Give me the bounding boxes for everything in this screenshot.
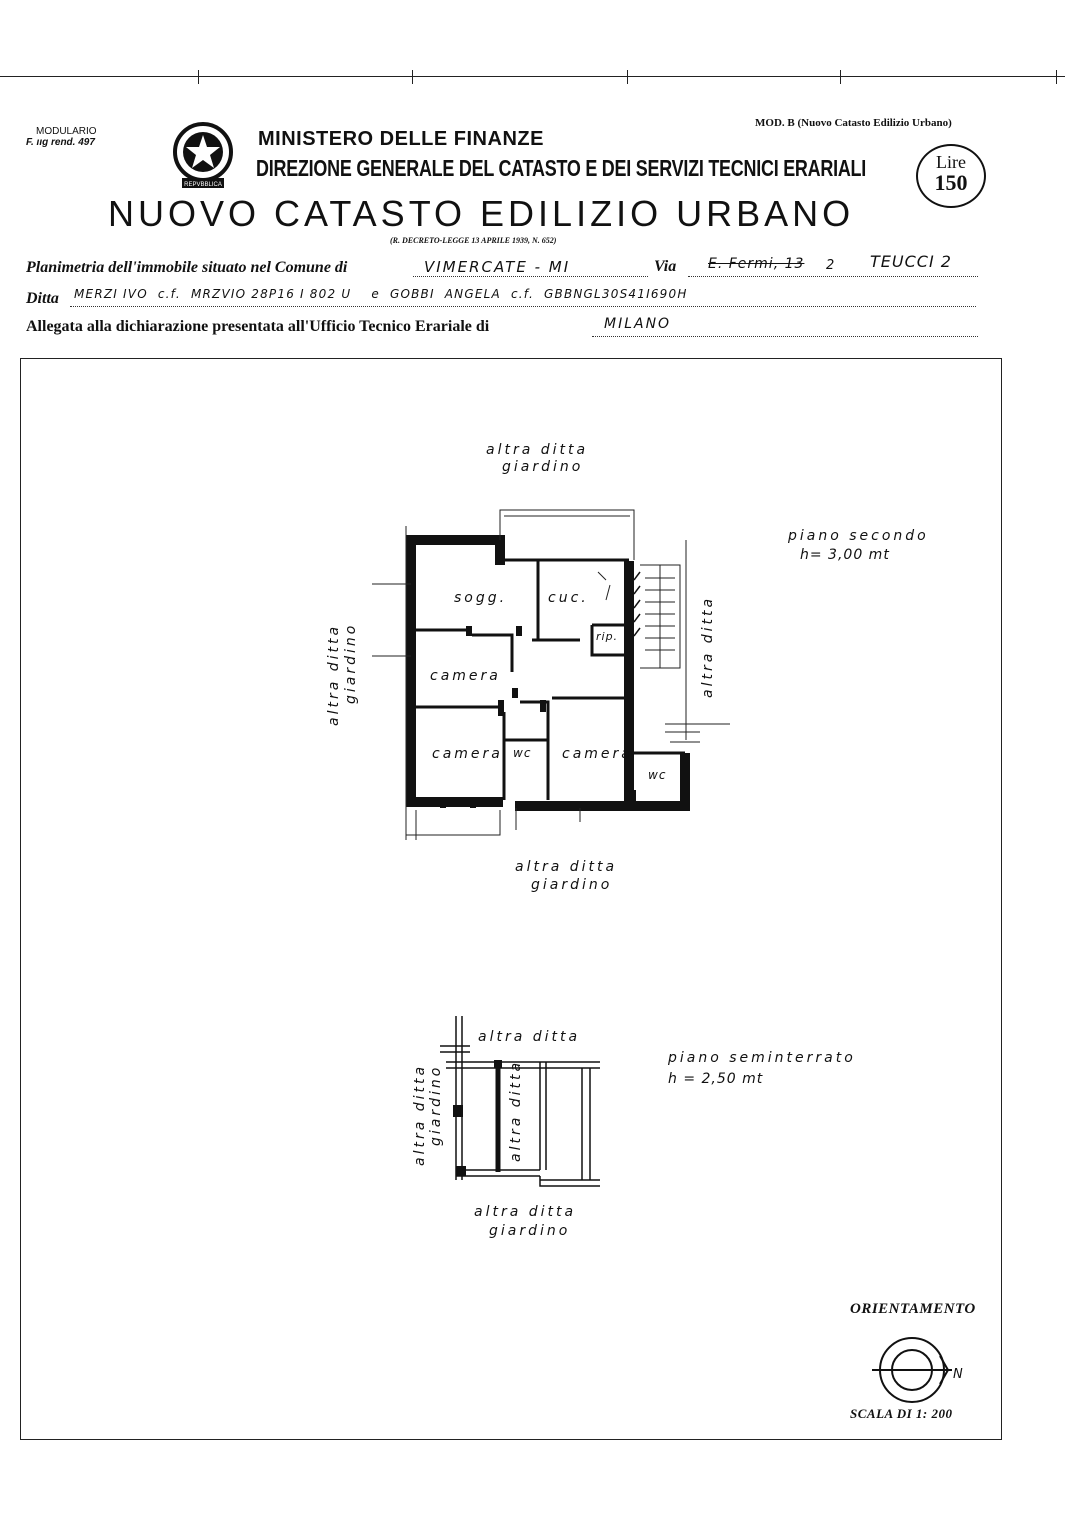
- via-label: Via: [654, 258, 677, 275]
- right-neighbor-label: altra ditta: [700, 595, 716, 698]
- modulario-label: MODULARIO: [36, 126, 97, 137]
- planimetria-label: Planimetria dell'immobile situato nel Comune di: [26, 259, 348, 276]
- basement-floor-height: h = 2,50 mt: [668, 1071, 764, 1087]
- svg-text:REPVBBLICA: REPVBBLICA: [184, 182, 222, 188]
- via-number: 2: [826, 258, 837, 273]
- stamp-label: Lire: [936, 152, 966, 172]
- bottom-neighbor-label: altra ditta: [515, 859, 618, 875]
- left-garden-label: giardino: [343, 622, 359, 704]
- left-neighbor-label: altra ditta: [326, 623, 342, 726]
- via-new-value: TEUCCI 2: [870, 252, 952, 271]
- bottom-garden-label: giardino: [531, 877, 613, 893]
- comune-value: VIMERCATE - MI: [424, 258, 571, 276]
- room-camera-1: camera: [430, 668, 501, 684]
- room-ripostiglio: rip.: [596, 630, 619, 643]
- top-garden-label: giardino: [502, 459, 584, 475]
- north-label: N: [953, 1367, 963, 1382]
- room-cucina: cuc.: [548, 590, 589, 606]
- allegata-label: Allegata alla dichiarazione presentata all'Ufficio Tecnico Erariale di: [26, 318, 490, 335]
- stamp-value: 150: [934, 170, 968, 195]
- basement-middle-neighbor-label: altra ditta: [508, 1059, 524, 1162]
- floor-height: h= 3,00 mt: [800, 547, 890, 563]
- ditta-label: Ditta: [26, 290, 59, 307]
- main-title: NUOVO CATASTO EDILIZIO URBANO: [108, 193, 855, 234]
- room-camera-2: camera: [432, 746, 503, 762]
- direzione-title: DIREZIONE GENERALE DEL CATASTO E DEI SERVIZI TECNICI ERARIALI: [256, 155, 867, 181]
- ministry-title: MINISTERO DELLE FINANZE: [258, 128, 544, 150]
- top-neighbor-label: altra ditta: [486, 442, 589, 458]
- orientamento-label: ORIENTAMENTO: [850, 1301, 976, 1317]
- basement-top-neighbor-label: altra ditta: [478, 1029, 581, 1045]
- room-wc-1: wc: [513, 746, 532, 760]
- mod-b-label: MOD. B (Nuovo Catasto Edilizio Urbano): [755, 117, 952, 129]
- room-soggiorno: sogg.: [454, 590, 508, 606]
- ditta-value: MERZI IVO c.f. MRZVIO 28P16 I 802 U e GOBBI ANGELA c.f. GBBNGL30S41I690H: [74, 287, 688, 301]
- modulario-code: F. ııg rend. 497: [26, 137, 95, 148]
- ufficio-value: MILANO: [604, 316, 672, 332]
- floor-label: piano secondo: [788, 528, 929, 544]
- basement-bottom-neighbor-label: altra ditta: [474, 1204, 577, 1220]
- via-struck-value: E. Fermi, 13: [708, 256, 805, 272]
- basement-floor-label: piano seminterrato: [668, 1050, 856, 1066]
- room-camera-3: camera: [562, 746, 633, 762]
- room-wc-2: wc: [648, 768, 667, 782]
- decree-note: (R. DECRETO-LEGGE 13 APRILE 1939, N. 652): [390, 236, 557, 245]
- scale-label: SCALA DI 1: 200: [850, 1406, 953, 1421]
- basement-bottom-garden-label: giardino: [489, 1223, 571, 1239]
- basement-left-garden-label: giardino: [428, 1064, 444, 1146]
- basement-left-neighbor-label: altra ditta: [412, 1063, 428, 1166]
